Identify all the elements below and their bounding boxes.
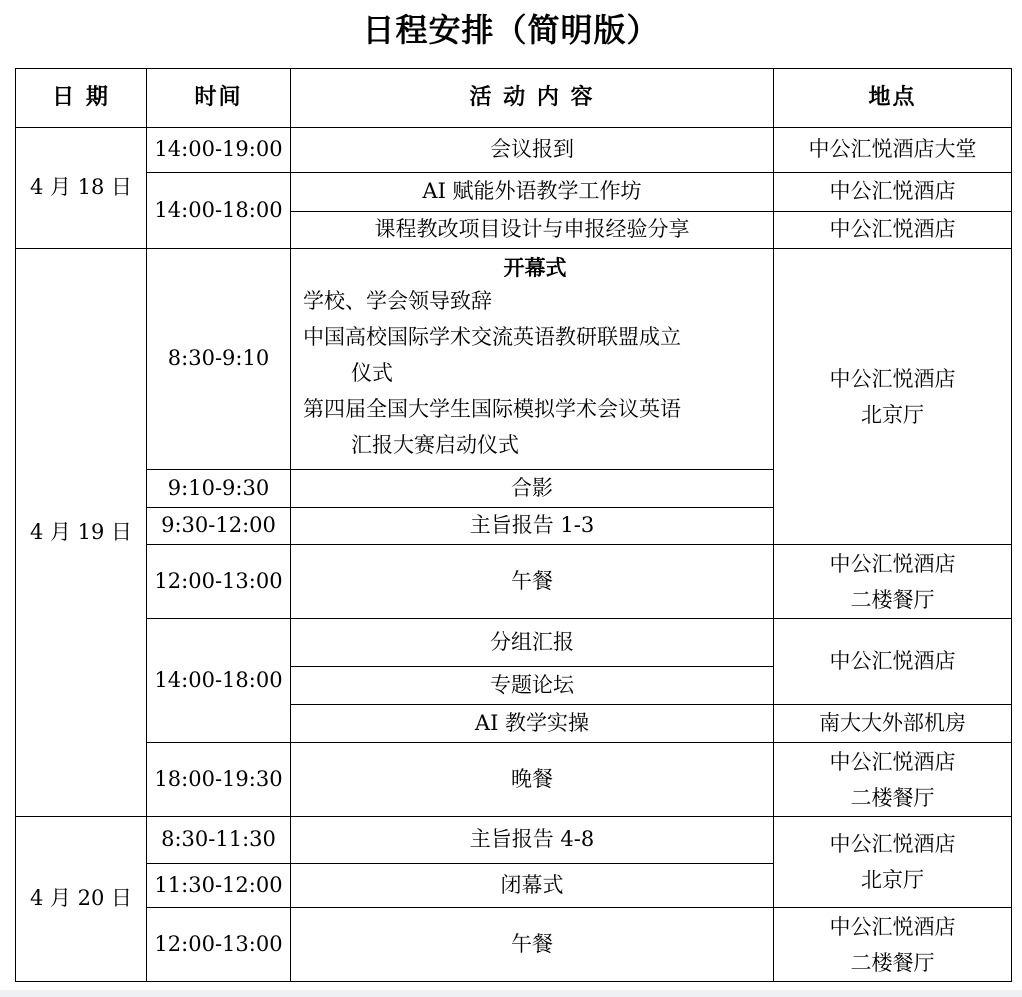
table-row (16, 908, 1012, 982)
time-cell: 11:30-12:00 (147, 864, 291, 908)
place-cell (774, 908, 1012, 982)
page-title: 日程安排（简明版） (362, 11, 660, 49)
place-cell: 中公汇悦酒店 (774, 619, 1012, 705)
opening-item-continued: 仪式 (351, 361, 393, 385)
activity-cell: 专题论坛 (291, 667, 774, 705)
date-cell: 4 月 19 日 (16, 249, 147, 817)
place-cell (774, 545, 1012, 619)
opening-item: 学校、学会领导致辞 (303, 289, 492, 313)
table-row (16, 817, 1012, 864)
table-row (16, 249, 1012, 470)
activity-cell: AI 赋能外语教学工作坊 (291, 173, 774, 212)
time-cell: 12:00-13:00 (147, 545, 291, 619)
time-cell: 12:00-13:00 (147, 908, 291, 982)
activity-cell: 主旨报告 4-8 (291, 817, 774, 864)
place-line: 北京厅 (861, 402, 924, 427)
place-line: 中公汇悦酒店 (829, 914, 956, 939)
place-cell (774, 743, 1012, 817)
activity-cell: 分组汇报 (291, 619, 774, 667)
place-line: 中公汇悦酒店 (829, 366, 956, 391)
time-cell: 9:10-9:30 (147, 470, 291, 508)
table-row (16, 743, 1012, 817)
table-row (16, 173, 1012, 212)
header-row (16, 69, 1012, 128)
table-row (16, 545, 1012, 619)
activity-cell: AI 教学实操 (291, 705, 774, 743)
opening-item: 第四届全国大学生国际模拟学术会议英语 (303, 397, 681, 421)
header-content: 活 动 内 容 (291, 69, 774, 128)
place-line: 北京厅 (861, 868, 924, 892)
header-time: 时间 (147, 69, 291, 128)
place-cell (774, 817, 1012, 908)
opening-ceremony-title: 开幕式 (503, 256, 567, 280)
place-line: 二楼餐厅 (850, 950, 935, 975)
time-cell: 8:30-9:10 (147, 249, 291, 470)
activity-cell: 晚餐 (291, 743, 774, 817)
date-cell: 4 月 18 日 (16, 128, 147, 249)
schedule-table (15, 68, 1012, 982)
place-line: 中公汇悦酒店 (829, 551, 956, 576)
place-cell: 中公汇悦酒店 (774, 173, 1012, 212)
header-date: 日 期 (16, 69, 147, 128)
time-cell: 14:00-18:00 (147, 619, 291, 743)
place-line: 中公汇悦酒店 (829, 832, 956, 856)
date-cell: 4 月 20 日 (16, 817, 147, 982)
place-line: 中公汇悦酒店 (829, 749, 956, 774)
activity-cell: 闭幕式 (291, 864, 774, 908)
place-line: 二楼餐厅 (850, 587, 935, 612)
table-row (16, 128, 1012, 173)
activity-cell: 午餐 (291, 908, 774, 982)
time-cell: 9:30-12:00 (147, 508, 291, 545)
time-cell: 14:00-19:00 (147, 128, 291, 173)
time-cell: 8:30-11:30 (147, 817, 291, 864)
activity-cell: 午餐 (291, 545, 774, 619)
opening-item: 中国高校国际学术交流英语教研联盟成立 (303, 325, 681, 349)
time-cell: 18:00-19:30 (147, 743, 291, 817)
opening-ceremony-cell (291, 249, 774, 470)
activity-cell: 合影 (291, 470, 774, 508)
place-cell: 中公汇悦酒店 (774, 212, 1012, 249)
place-cell: 中公汇悦酒店大堂 (774, 128, 1012, 173)
page-bottom-strip (0, 990, 1022, 997)
activity-cell: 主旨报告 1-3 (291, 508, 774, 545)
activity-cell: 课程教改项目设计与申报经验分享 (291, 212, 774, 249)
time-cell: 14:00-18:00 (147, 173, 291, 249)
header-place: 地点 (774, 69, 1012, 128)
place-line: 二楼餐厅 (850, 785, 935, 810)
place-cell: 南大大外部机房 (774, 705, 1012, 743)
opening-item-continued: 汇报大赛启动仪式 (351, 433, 519, 457)
activity-cell: 会议报到 (291, 128, 774, 173)
table-row (16, 619, 1012, 667)
place-cell (774, 249, 1012, 545)
